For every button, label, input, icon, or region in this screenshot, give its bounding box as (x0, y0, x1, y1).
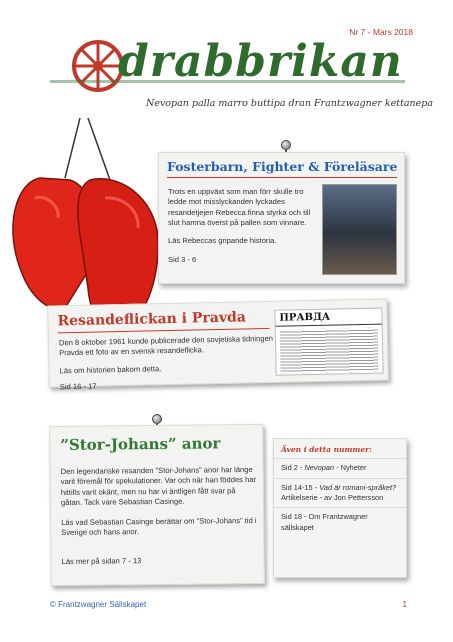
pushpin-icon (152, 414, 162, 424)
article-link[interactable]: Läs vad Sebastian Casinge berättar om ”Stor-Johans” tid i Sverige och hans anor. (61, 515, 257, 538)
sidebar-heading: Även i detta nummer: (281, 445, 372, 454)
article-pages: Sid 3 - 6 (168, 255, 197, 265)
pravda-newspaper-image (274, 308, 383, 376)
masthead-title: drabbrikan (118, 36, 403, 87)
article-fosterbarn[interactable] (158, 152, 405, 284)
article-body: Trots en uppväxt som man förr skulle tro ledde mot misslyckanden lyckades resandetjejen Rebecca finna styrka och till slut hamna överst på pallen som vinnare. (168, 187, 311, 228)
article-link[interactable]: Läs Rebeccas gripande historia. (168, 235, 277, 245)
page-footer (50, 600, 407, 609)
article-stor-johan[interactable] (49, 424, 265, 586)
article-pages: Sid 16 - 17 (59, 381, 97, 392)
article-body: Den legendariske resanden ”Stor-Johans” anor har länge varit föremål för spekulationer. Var och när han föddes har hittills varit okänt, men nu har vi äntligen fått svar på gåtan. Tack vare Sebastian Casinge. (60, 464, 257, 508)
newspaper-masthead: ПРАВДА (275, 309, 381, 327)
article-link[interactable]: Läs om historien bakom detta. (59, 364, 162, 376)
article-pravda[interactable] (47, 298, 389, 392)
boxing-gloves-illustration (10, 118, 165, 333)
article-heading: Resandeflickan i Pravda (57, 309, 247, 330)
sidebar-item[interactable]: Sid 18 - Om Frantzwagner sällskapet (274, 507, 406, 537)
sidebar-item[interactable]: Sid 2 - Nevopan - Nyheter (274, 458, 406, 477)
article-heading: ”Stor-Johans” anor (60, 434, 221, 455)
in-this-issue-panel (273, 438, 407, 578)
page-number: 1 (402, 600, 407, 609)
boxing-photo (322, 184, 397, 275)
article-heading: Fosterbarn, Fighter & Föreläsare (167, 159, 398, 174)
article-body: Den 8 oktober 1961 kunde publicerade den sovjetiska tidningen Pravda ett foto av en svensk resandeflicka. (58, 333, 274, 358)
heading-rule (167, 177, 397, 178)
masthead-subtitle: Nevopan palla marro buttipa dran Frantzwagner kettanepa (146, 98, 434, 109)
issue-label: Nr 7 - Mars 2018 (349, 27, 413, 37)
copyright: © Frantzwagner Sällskapet (50, 600, 147, 609)
article-pages: Läs mer på sidan 7 - 13 (61, 555, 142, 566)
pushpin-icon (281, 140, 291, 150)
sidebar-item[interactable]: Sid 14-15 - Vad är romani-språket? Artikelserie - av Jon Pettersson (274, 478, 406, 508)
